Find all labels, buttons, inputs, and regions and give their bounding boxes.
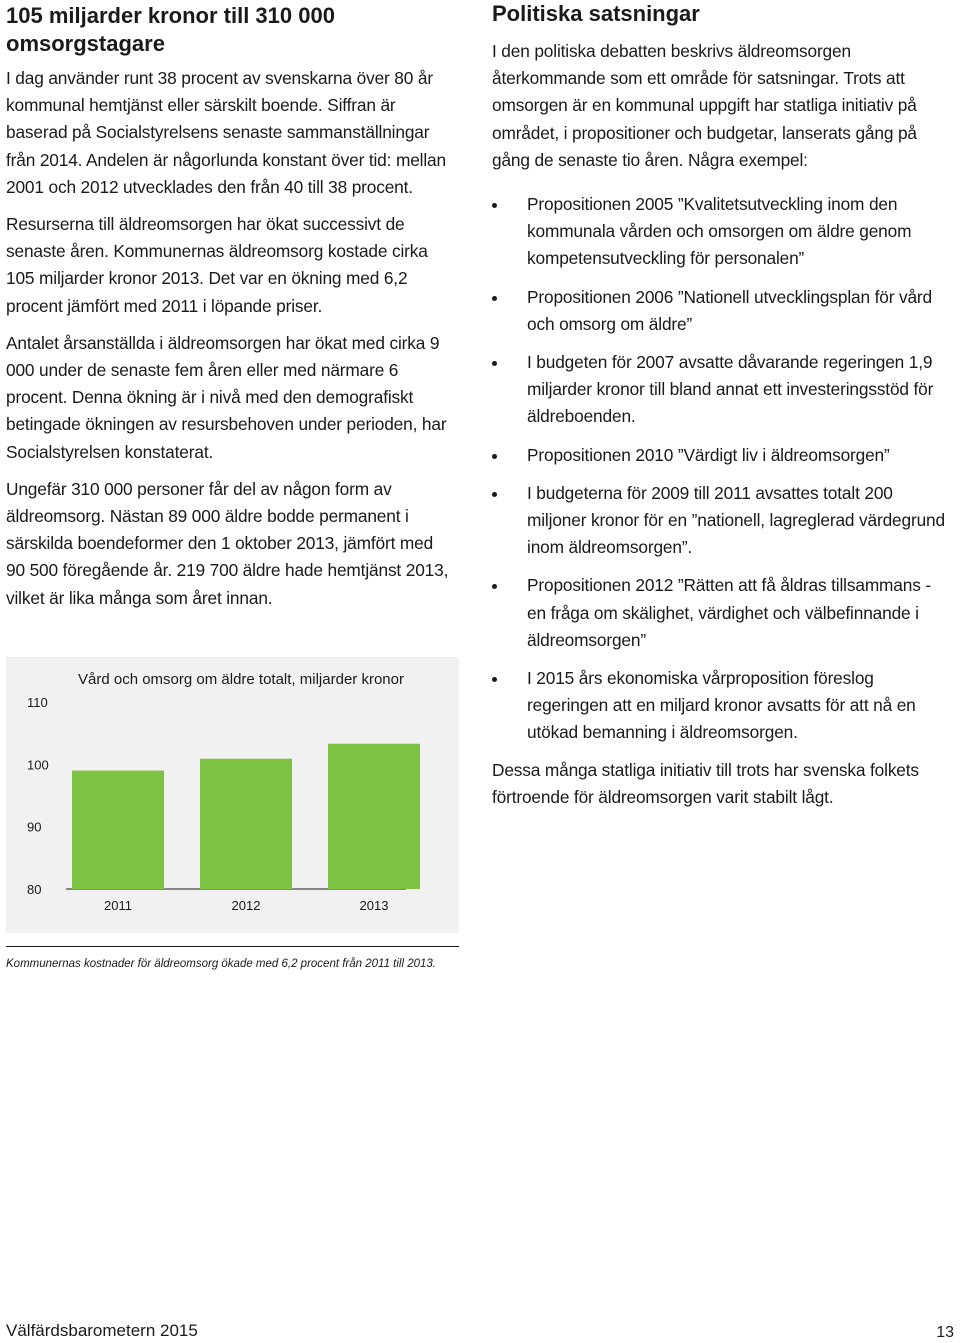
- page-number: 13: [936, 1324, 954, 1341]
- list-item: [492, 191, 952, 273]
- y-tick-label: 80: [27, 882, 42, 897]
- y-tick-label: 90: [27, 819, 42, 835]
- list-item: [492, 349, 952, 431]
- bullet-icon: [492, 361, 497, 366]
- bar-2011: [72, 771, 164, 889]
- list-item-text: I budgeten för 2007 avsatte dåvarande regeringen 1,9 miljarder kronor till bland annat ett investeringsstöd för äldreboenden.: [527, 352, 934, 427]
- chart-title: Vård och omsorg om äldre totalt, miljarder kronor: [78, 671, 404, 688]
- intro-paragraph: I den politiska debatten beskrivs äldreomsorgen återkommande som ett område för satsningar. Trots att omsorgen är en kommunal uppgift har statliga initiativ på området, i propositioner och budgetar, lanserats gång på gång de senaste tio åren. Några exempel:: [492, 41, 917, 170]
- y-axis: [27, 695, 49, 897]
- x-axis: [104, 898, 388, 913]
- chart-svg: [6, 657, 459, 933]
- left-heading: 105 miljarder kronor till 310 000 omsorgstagare: [6, 3, 335, 56]
- list-item-text: Propositionen 2010 ”Värdigt liv i äldreomsorgen”: [527, 444, 890, 465]
- list-item-text: I budgeterna för 2009 till 2011 avsattes totalt 200 miljoner kronor för en ”nationell, lagreglerad värdegrund inom äldreomsorgen”.: [527, 482, 945, 558]
- bar-chart: [6, 657, 459, 933]
- bullet-icon: [492, 584, 497, 589]
- list-item: [492, 442, 952, 469]
- bars: [72, 744, 420, 889]
- bullet-icon: [492, 677, 497, 682]
- bullet-icon: [492, 203, 497, 208]
- list-item: [492, 284, 952, 338]
- x-tick-label: 2013: [359, 898, 389, 913]
- caption-rule: [6, 946, 459, 947]
- x-tick-label: 2011: [104, 898, 132, 913]
- x-tick-label: 2012: [231, 898, 261, 913]
- paragraph: Resurserna till äldreomsorgen har ökat successivt de senaste åren. Kommunernas äldreomsorg kostade cirka 105 miljarder kronor 2013. Det var en ökning med 6,2 procent jämfört med 2011 i löpande priser.: [6, 214, 428, 316]
- paragraph: I dag använder runt 38 procent av svenskarna över 80 år kommunal hemtjänst eller särskilt boende. Siffran är baserad på Socialstyrelsens senaste sammanställningar från 2014. Andelen är någorlunda konstant över tid: mellan 2001 och 2012 utvecklades den från 40 till 38 procent.: [6, 68, 446, 197]
- bar-2012: [200, 759, 292, 889]
- publication-name: Välfärdsbarometern 2015: [6, 1321, 198, 1340]
- list-item-text: Propositionen 2012 ”Rätten att få åldras tillsammans - en fråga om skälighet, värdighet och välbefinnande i äldreomsorgen”: [527, 575, 931, 650]
- bullet-icon: [492, 454, 497, 459]
- list-item: [492, 572, 952, 654]
- initiatives-list: [492, 191, 952, 747]
- closing-paragraph: Dessa många statliga initiativ till trots har svenska folkets förtroende för äldreomsorgen varit stabilt lågt.: [492, 759, 919, 807]
- right-heading: Politiska satsningar: [492, 1, 700, 26]
- y-tick-label: 110: [27, 695, 48, 710]
- bar-2013: [328, 744, 420, 889]
- y-tick-label: 100: [27, 757, 49, 773]
- paragraph: Ungefär 310 000 personer får del av någon form av äldreomsorg. Nästan 89 000 äldre bodde permanent i särskilda boendeformer den 1 oktober 2013, jämfört med 90 500 föregående år. 219 700 äldre hade hemtjänst 2013, vilket är lika många som året innan.: [6, 478, 449, 608]
- paragraph: Antalet årsanställda i äldreomsorgen har ökat med cirka 9 000 under de senaste fem åren eller med närmare 6 procent. Denna ökning är i nivå med den demografiskt betingade ökningen av resursbehoven under perioden, har Socialstyrelsen konstaterat.: [6, 332, 447, 462]
- list-item-text: I 2015 års ekonomiska vårproposition föreslog regeringen att en miljard kronor avsatts för att nå en utökad bemanning i äldreomsorgen.: [527, 668, 916, 743]
- right-column: [492, 0, 952, 811]
- bullet-icon: [492, 492, 497, 497]
- list-item: [492, 480, 952, 562]
- chart-caption: Kommunernas kostnader för äldreomsorg ökade med 6,2 procent från 2011 till 2013.: [6, 958, 437, 970]
- list-item: [492, 665, 952, 747]
- list-item-text: Propositionen 2006 ”Nationell utvecklingsplan för vård och omsorg om äldre”: [527, 286, 932, 334]
- left-column: [6, 0, 456, 612]
- bullet-icon: [492, 296, 497, 301]
- list-item-text: Propositionen 2005 ”Kvalitetsutveckling inom den kommunala vården och omsorgen om äldre genom kompetensutveckling för personalen”: [527, 194, 912, 269]
